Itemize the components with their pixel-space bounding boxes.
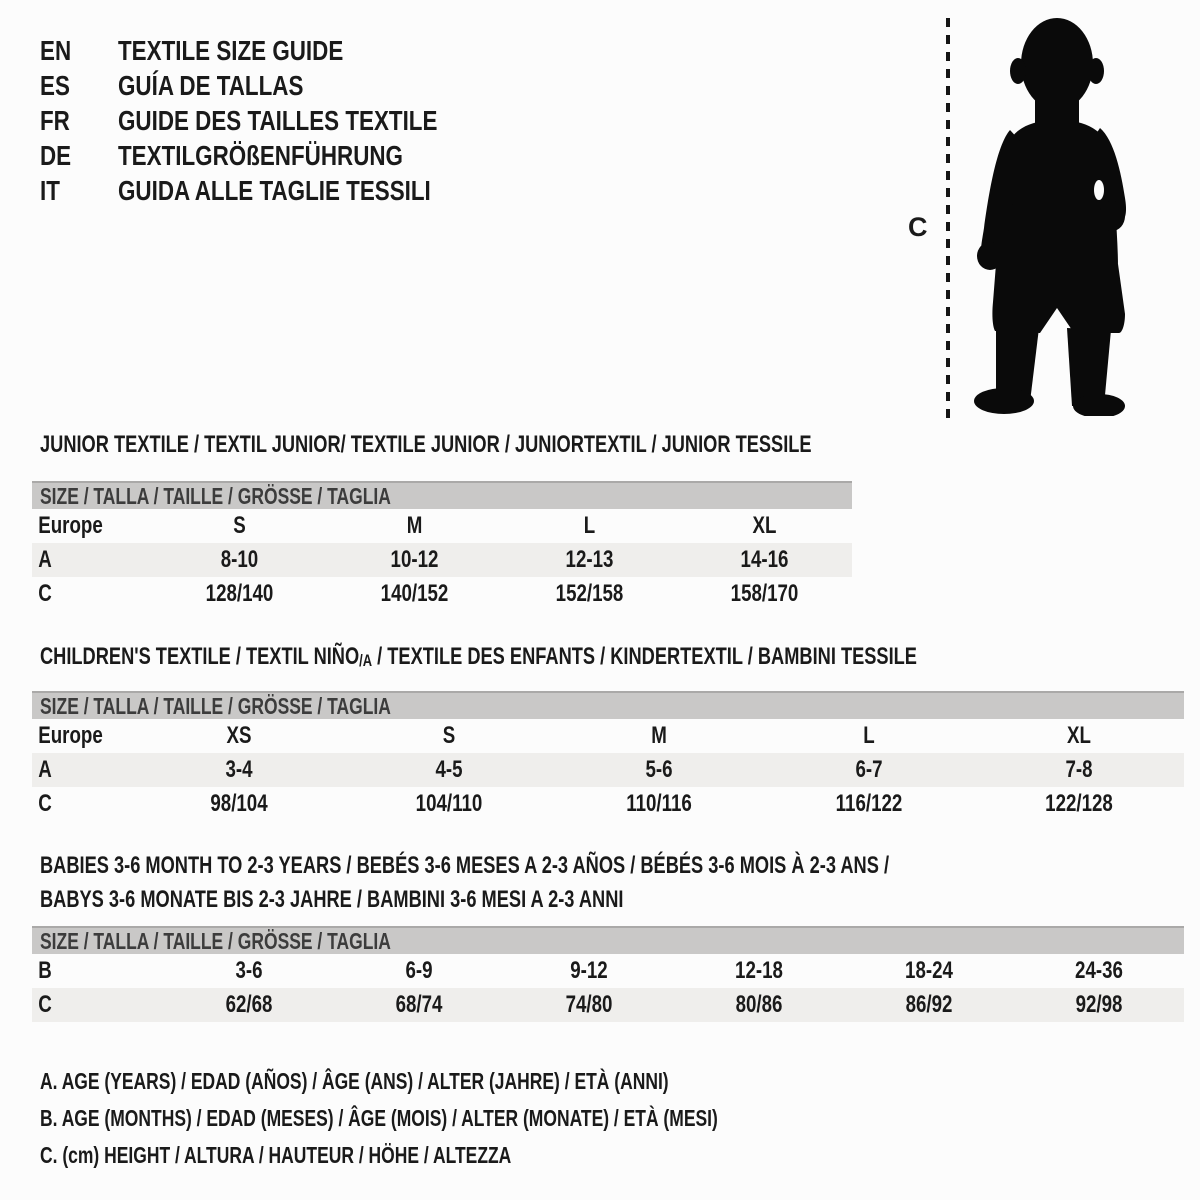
children-title-post: / TEXTILE DES ENFANTS / KINDERTEXTIL / BAMBINI TESSILE bbox=[372, 643, 917, 670]
height-figure bbox=[0, 0, 1200, 440]
age-cell: 6-9 bbox=[405, 957, 433, 984]
row-label: A bbox=[38, 756, 52, 783]
size-header-bar bbox=[32, 926, 1184, 954]
legend-line-b: B. AGE (MONTHS) / EDAD (MESES) / ÂGE (MOIS) / ALTER (MONATE) / ETÀ (MESI) bbox=[40, 1105, 718, 1131]
age-cell: 3-6 bbox=[235, 957, 263, 984]
age-cell: 5-6 bbox=[645, 756, 673, 783]
row-label: A bbox=[38, 546, 52, 573]
table-row-age bbox=[32, 753, 1184, 787]
height-cell: 80/86 bbox=[735, 991, 783, 1018]
row-label: C bbox=[38, 991, 52, 1018]
height-cell: 104/110 bbox=[415, 790, 483, 817]
language-code: DE bbox=[40, 139, 72, 171]
children-title-small: /A bbox=[359, 651, 373, 670]
height-cell: 68/74 bbox=[395, 991, 443, 1018]
table-row-age bbox=[32, 543, 852, 577]
babies-size-table bbox=[32, 926, 1184, 1022]
height-cell: 122/128 bbox=[1045, 790, 1113, 817]
age-cell: 7-8 bbox=[1065, 756, 1093, 783]
size-cell: XS bbox=[226, 722, 252, 749]
babies-section-title-line1: BABIES 3-6 MONTH TO 2-3 YEARS / BEBÉS 3-6 MESES A 2-3 AÑOS / BÉBÉS 3-6 MOIS À 2-3 ANS / bbox=[40, 852, 890, 879]
age-cell: 8-10 bbox=[220, 546, 259, 573]
height-cell: 62/68 bbox=[225, 991, 273, 1018]
age-cell: 18-24 bbox=[905, 957, 953, 984]
height-cell: 92/98 bbox=[1075, 991, 1123, 1018]
size-cell: XL bbox=[752, 512, 777, 539]
height-cell: 116/122 bbox=[835, 790, 903, 817]
language-code: FR bbox=[40, 104, 70, 136]
height-cell: 140/152 bbox=[380, 580, 449, 607]
size-cell: M bbox=[406, 512, 423, 539]
row-label: B bbox=[38, 957, 52, 984]
table-row-height bbox=[32, 577, 852, 611]
language-title: GUIDE DES TAILLES TEXTILE bbox=[118, 104, 438, 136]
size-header-label: SIZE / TALLA / TAILLE / GRÖSSE / TAGLIA bbox=[40, 692, 391, 719]
language-title: GUIDA ALLE TAGLIE TESSILI bbox=[118, 174, 431, 206]
size-header-bar bbox=[32, 691, 1184, 719]
height-cell: 74/80 bbox=[565, 991, 613, 1018]
legend-line-c: C. (cm) HEIGHT / ALTURA / HAUTEUR / HÖHE / ALTEZZA bbox=[40, 1142, 512, 1168]
age-cell: 12-18 bbox=[735, 957, 783, 984]
legend-line-a: A. AGE (YEARS) / EDAD (AÑOS) / ÂGE (ANS) / ALTER (JAHRE) / ETÀ (ANNI) bbox=[40, 1068, 669, 1094]
babies-section-title-line2: BABYS 3-6 MONATE BIS 2-3 JAHRE / BAMBINI 3-6 MESI A 2-3 ANNI bbox=[40, 886, 624, 913]
children-section-title bbox=[40, 641, 917, 677]
row-label: C bbox=[38, 790, 52, 817]
size-cell: XL bbox=[1067, 722, 1091, 749]
size-header-label: SIZE / TALLA / TAILLE / GRÖSSE / TAGLIA bbox=[40, 482, 391, 509]
table-row-height bbox=[32, 988, 1184, 1022]
row-label: C bbox=[38, 580, 52, 607]
size-cell: M bbox=[651, 722, 667, 749]
age-cell: 3-4 bbox=[225, 756, 253, 783]
table-row-europe bbox=[32, 509, 852, 543]
height-cell: 110/116 bbox=[626, 790, 692, 817]
age-cell: 10-12 bbox=[390, 546, 439, 573]
language-title: TEXTILGRÖßENFÜHRUNG bbox=[118, 139, 403, 171]
language-code: EN bbox=[40, 34, 72, 66]
row-label: Europe bbox=[38, 512, 103, 539]
language-code: IT bbox=[40, 174, 60, 206]
language-code: ES bbox=[40, 69, 70, 101]
age-cell: 14-16 bbox=[740, 546, 789, 573]
height-cell: 98/104 bbox=[210, 790, 268, 817]
size-header-label: SIZE / TALLA / TAILLE / GRÖSSE / TAGLIA bbox=[40, 927, 391, 954]
size-cell: L bbox=[863, 722, 875, 749]
height-dashed-line bbox=[946, 18, 950, 418]
junior-section-title: JUNIOR TEXTILE / TEXTIL JUNIOR/ TEXTILE JUNIOR / JUNIORTEXTIL / JUNIOR TESSILE bbox=[40, 431, 812, 458]
age-cell: 12-13 bbox=[565, 546, 614, 573]
measurement-legend bbox=[40, 1063, 932, 1174]
height-cell: 128/140 bbox=[205, 580, 274, 607]
height-cell: 158/170 bbox=[730, 580, 799, 607]
language-title: GUÍA DE TALLAS bbox=[118, 69, 304, 101]
table-row-age-months bbox=[32, 954, 1184, 988]
height-cell: 152/158 bbox=[555, 580, 624, 607]
age-cell: 6-7 bbox=[855, 756, 883, 783]
age-cell: 4-5 bbox=[435, 756, 463, 783]
row-label: Europe bbox=[38, 722, 103, 749]
size-header-bar bbox=[32, 481, 852, 509]
language-title: TEXTILE SIZE GUIDE bbox=[118, 34, 344, 66]
children-title-pre: CHILDREN'S TEXTILE / TEXTIL NIÑO bbox=[40, 643, 360, 670]
height-label-c: C bbox=[908, 212, 928, 242]
baby-silhouette-icon bbox=[962, 14, 1137, 416]
age-cell: 9-12 bbox=[570, 957, 608, 984]
size-cell: S bbox=[233, 512, 246, 539]
table-row-europe bbox=[32, 719, 1184, 753]
table-row-height bbox=[32, 787, 1184, 821]
height-cell: 86/92 bbox=[905, 991, 953, 1018]
junior-size-table bbox=[32, 481, 852, 611]
size-cell: L bbox=[583, 512, 596, 539]
size-cell: S bbox=[442, 722, 456, 749]
children-size-table bbox=[32, 691, 1184, 821]
age-cell: 24-36 bbox=[1075, 957, 1123, 984]
